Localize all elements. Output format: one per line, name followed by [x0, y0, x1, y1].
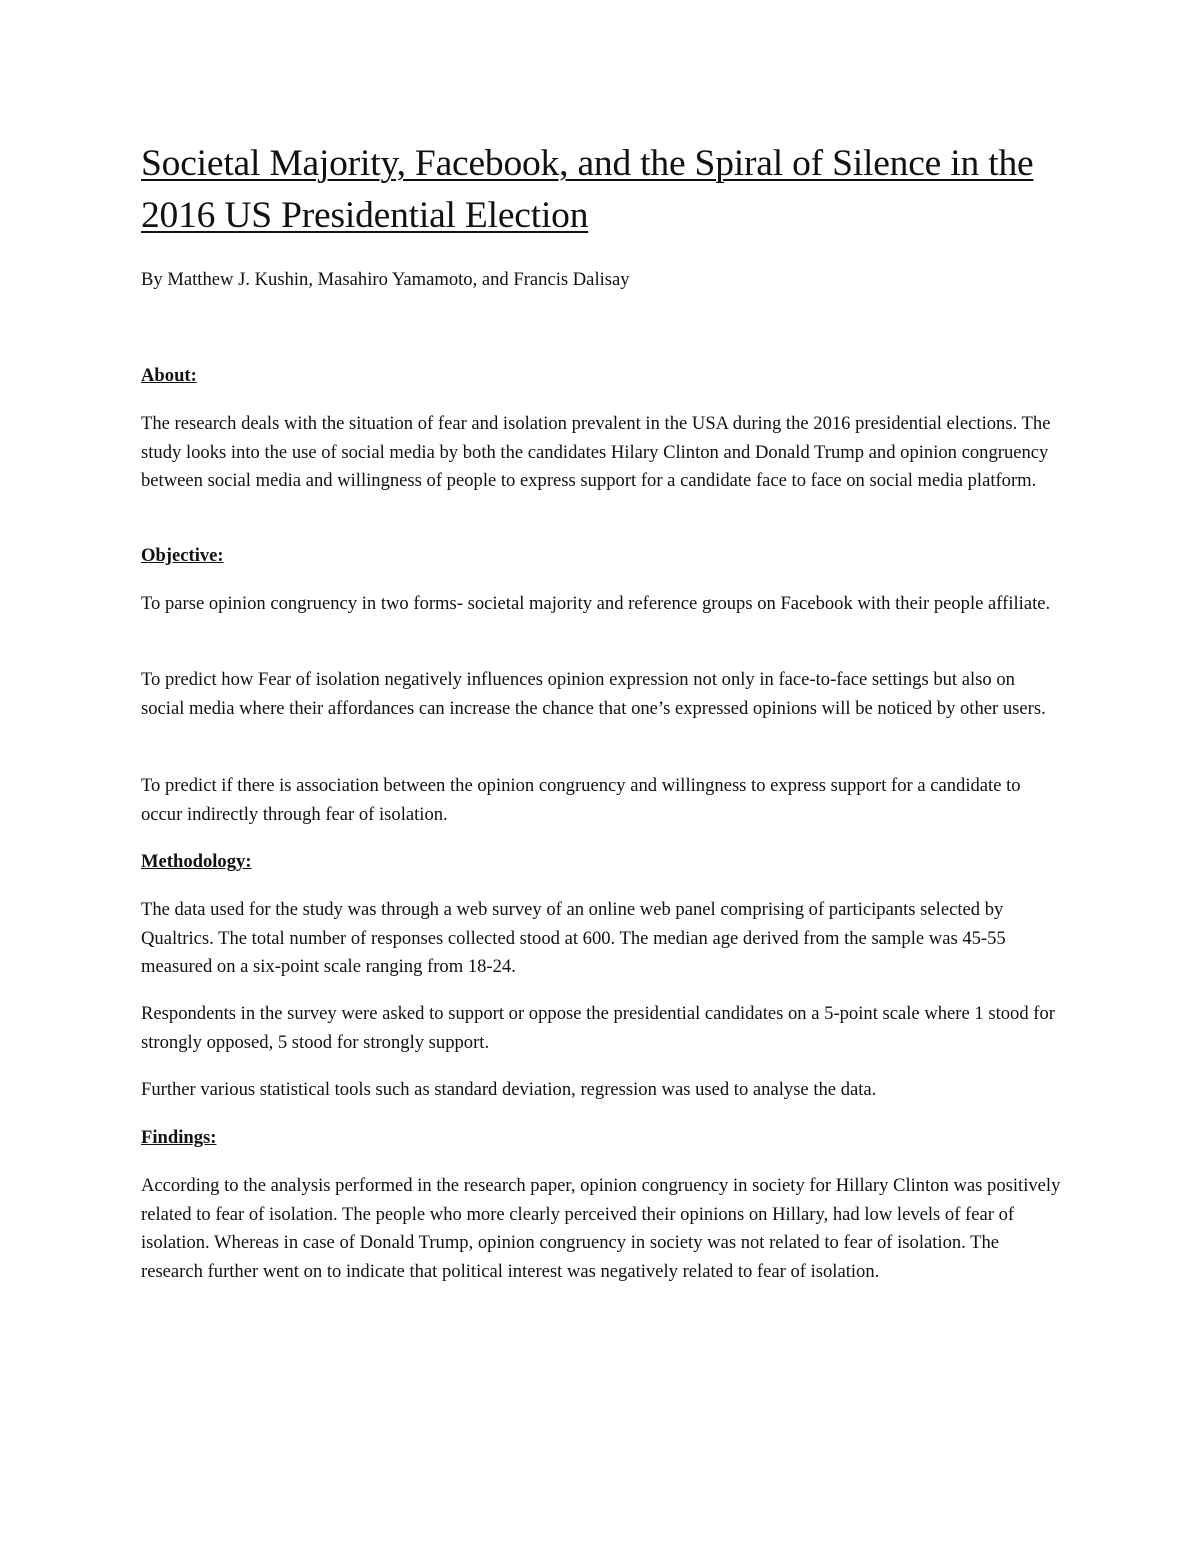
- findings-heading: Findings:: [141, 1127, 217, 1148]
- methodology-paragraph: The data used for the study was through a web survey of an online web panel comprising of participants selected by Qualtrics. The total number of responses collected stood at 600. The median age derived from the sample was 45-55 measured on a six-point scale ranging from 18-24.: [141, 899, 1006, 978]
- objective-paragraph-2-block: [141, 666, 1061, 723]
- document-title: Societal Majority, Facebook, and the Spiral of Silence in the 2016 US Presidential Election: [141, 143, 1034, 236]
- methodology-paragraph-2-block: [141, 1000, 1061, 1057]
- about-section: [141, 362, 1061, 390]
- document-page: [141, 138, 1061, 1282]
- methodology-paragraph: Further various statistical tools such as standard deviation, regression was used to analyse the data.: [141, 1079, 877, 1100]
- objective-paragraph: To parse opinion congruency in two forms- societal majority and reference groups on Facebook with their people affiliate.: [141, 593, 1051, 614]
- findings-paragraph-block: [141, 1172, 1061, 1286]
- objective-section: [141, 542, 1061, 570]
- objective-paragraph-3-block: [141, 772, 1061, 829]
- about-paragraph: The research deals with the situation of fear and isolation prevalent in the USA during the 2016 presidential elections. The study looks into the use of social media by both the candidates Hilary Clinton and Donald Trump and opinion congruency between social media and willingness of people to express support for a candidate face to face on social media platform.: [141, 413, 1051, 492]
- objective-paragraph: To predict if there is association between the opinion congruency and willingness to express support for a candidate to occur indirectly through fear of isolation.: [141, 775, 1021, 825]
- about-heading: About:: [141, 365, 197, 386]
- document-authors: By Matthew J. Kushin, Masahiro Yamamoto, and Francis Dalisay: [141, 269, 630, 290]
- methodology-paragraph-1-block: [141, 896, 1061, 982]
- methodology-section: [141, 848, 1061, 876]
- objective-paragraph: To predict how Fear of isolation negatively influences opinion expression not only in face-to-face settings but also on social media where their affordances can increase the chance that one’s expressed opinions will be noticed by other users.: [141, 669, 1046, 719]
- methodology-paragraph: Respondents in the survey were asked to support or oppose the presidential candidates on a 5-point scale where 1 stood for strongly opposed, 5 stood for strongly support.: [141, 1003, 1055, 1053]
- about-paragraph-block: [141, 410, 1061, 496]
- findings-paragraph: According to the analysis performed in the research paper, opinion congruency in society for Hillary Clinton was positively related to fear of isolation. The people who more clearly perceived their opinions on Hillary, had low levels of fear of isolation. Whereas in case of Donald Trump, opinion congruency in society was not related to fear of isolation. The research further went on to indicate that political interest was negatively related to fear of isolation.: [141, 1175, 1061, 1282]
- methodology-heading: Methodology:: [141, 851, 252, 872]
- methodology-paragraph-3-block: [141, 1076, 1061, 1105]
- findings-section: [141, 1124, 1061, 1152]
- objective-paragraph-1-block: [141, 590, 1061, 619]
- objective-heading: Objective:: [141, 545, 224, 566]
